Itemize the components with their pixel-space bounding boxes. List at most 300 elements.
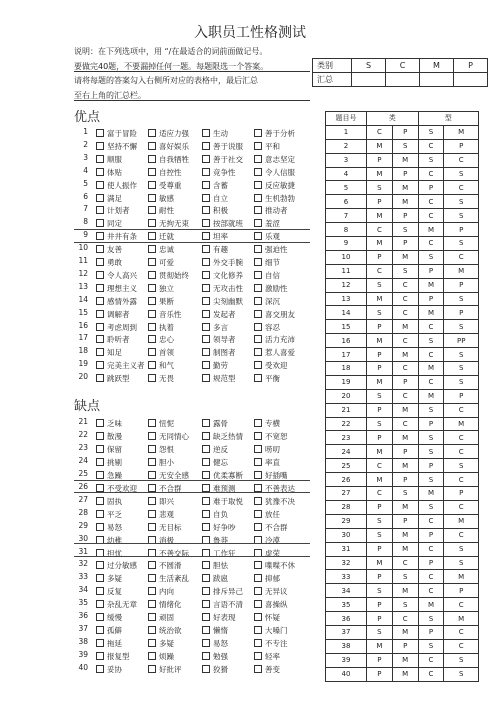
checkbox-icon[interactable] xyxy=(254,297,262,305)
checkbox-icon[interactable] xyxy=(148,284,156,292)
answer-type-cell[interactable]: S xyxy=(418,250,444,264)
option-3[interactable] xyxy=(202,444,228,455)
option-1[interactable] xyxy=(96,154,122,165)
answer-type-cell[interactable]: P xyxy=(367,653,393,667)
option-4[interactable] xyxy=(254,664,280,675)
option-1[interactable] xyxy=(96,444,122,455)
answer-type-cell[interactable]: C xyxy=(444,598,479,612)
option-1[interactable] xyxy=(96,270,137,281)
answer-type-cell[interactable]: C xyxy=(392,362,418,376)
option-2[interactable] xyxy=(148,296,174,307)
checkbox-icon[interactable] xyxy=(254,445,262,453)
checkbox-icon[interactable] xyxy=(254,523,262,531)
checkbox-icon[interactable] xyxy=(202,374,210,382)
checkbox-icon[interactable] xyxy=(148,432,156,440)
answer-type-cell[interactable]: P xyxy=(418,417,444,431)
option-3[interactable] xyxy=(202,296,243,307)
option-3[interactable] xyxy=(202,664,228,675)
answer-type-cell[interactable]: M xyxy=(418,389,444,403)
checkbox-icon[interactable] xyxy=(202,574,210,582)
checkbox-icon[interactable] xyxy=(202,310,210,318)
answer-type-cell[interactable]: P xyxy=(392,167,418,181)
option-4[interactable] xyxy=(254,522,288,533)
option-4[interactable] xyxy=(254,431,288,442)
answer-type-cell[interactable]: S xyxy=(444,195,479,209)
answer-type-cell[interactable]: P xyxy=(367,500,393,514)
answer-type-cell[interactable]: P xyxy=(367,667,393,681)
answer-type-cell[interactable]: M xyxy=(367,334,393,348)
checkbox-icon[interactable] xyxy=(254,310,262,318)
option-1[interactable] xyxy=(96,625,122,636)
summary-cell-p[interactable] xyxy=(454,73,488,87)
checkbox-icon[interactable] xyxy=(148,445,156,453)
option-1[interactable] xyxy=(96,296,137,307)
checkbox-icon[interactable] xyxy=(96,613,104,621)
answer-type-cell[interactable]: M xyxy=(444,417,479,431)
option-2[interactable] xyxy=(148,522,182,533)
answer-type-cell[interactable]: P xyxy=(444,139,479,153)
answer-type-cell[interactable]: S xyxy=(444,667,479,681)
option-1[interactable] xyxy=(96,522,122,533)
option-4[interactable] xyxy=(254,180,295,191)
answer-type-cell[interactable]: P xyxy=(367,431,393,445)
option-3[interactable] xyxy=(202,496,243,507)
answer-type-cell[interactable]: S xyxy=(367,278,393,292)
checkbox-icon[interactable] xyxy=(202,297,210,305)
checkbox-icon[interactable] xyxy=(96,323,104,331)
answer-type-cell[interactable]: S xyxy=(367,181,393,195)
answer-type-cell[interactable]: S xyxy=(418,445,444,459)
answer-type-cell[interactable]: S xyxy=(444,209,479,223)
answer-type-cell[interactable]: S xyxy=(418,431,444,445)
option-4[interactable] xyxy=(254,625,288,636)
checkbox-icon[interactable] xyxy=(254,497,262,505)
answer-type-cell[interactable]: S xyxy=(367,417,393,431)
option-2[interactable] xyxy=(148,141,189,152)
checkbox-icon[interactable] xyxy=(202,168,210,176)
checkbox-icon[interactable] xyxy=(254,181,262,189)
checkbox-icon[interactable] xyxy=(148,419,156,427)
checkbox-icon[interactable] xyxy=(148,639,156,647)
answer-type-cell[interactable]: P xyxy=(444,487,479,501)
checkbox-icon[interactable] xyxy=(96,335,104,343)
option-3[interactable] xyxy=(202,651,228,662)
answer-type-cell[interactable]: M xyxy=(367,209,393,223)
answer-type-cell[interactable]: M xyxy=(392,542,418,556)
option-4[interactable] xyxy=(254,244,288,255)
answer-type-cell[interactable]: S xyxy=(444,375,479,389)
answer-type-cell[interactable]: P xyxy=(444,278,479,292)
answer-type-cell[interactable]: C xyxy=(392,417,418,431)
answer-type-cell[interactable]: M xyxy=(367,139,393,153)
answer-type-cell[interactable]: S xyxy=(392,139,418,153)
answer-type-cell[interactable]: P xyxy=(392,209,418,223)
answer-type-cell[interactable]: PP xyxy=(444,334,479,348)
checkbox-icon[interactable] xyxy=(148,232,156,240)
checkbox-icon[interactable] xyxy=(96,600,104,608)
answer-type-cell[interactable]: P xyxy=(444,389,479,403)
checkbox-icon[interactable] xyxy=(202,458,210,466)
answer-type-cell[interactable]: M xyxy=(392,667,418,681)
option-1[interactable] xyxy=(96,257,122,268)
checkbox-icon[interactable] xyxy=(148,155,156,163)
checkbox-icon[interactable] xyxy=(148,471,156,479)
answer-type-cell[interactable]: C xyxy=(392,278,418,292)
checkbox-icon[interactable] xyxy=(148,626,156,634)
checkbox-icon[interactable] xyxy=(202,484,210,492)
checkbox-icon[interactable] xyxy=(148,587,156,595)
option-2[interactable] xyxy=(148,167,182,178)
checkbox-icon[interactable] xyxy=(148,458,156,466)
checkbox-icon[interactable] xyxy=(202,665,210,673)
option-2[interactable] xyxy=(148,154,189,165)
answer-type-cell[interactable]: C xyxy=(444,403,479,417)
checkbox-icon[interactable] xyxy=(254,561,262,569)
answer-type-cell[interactable]: M xyxy=(367,639,393,653)
answer-type-cell[interactable]: C xyxy=(444,250,479,264)
answer-type-cell[interactable]: P xyxy=(392,375,418,389)
answer-type-cell[interactable]: S xyxy=(444,167,479,181)
answer-type-cell[interactable]: M xyxy=(392,459,418,473)
checkbox-icon[interactable] xyxy=(96,665,104,673)
option-2[interactable] xyxy=(148,180,182,191)
option-3[interactable] xyxy=(202,231,228,242)
answer-type-cell[interactable]: S xyxy=(367,528,393,542)
checkbox-icon[interactable] xyxy=(254,458,262,466)
option-4[interactable] xyxy=(254,496,295,507)
answer-type-cell[interactable]: C xyxy=(444,625,479,639)
option-1[interactable] xyxy=(96,664,122,675)
option-1[interactable] xyxy=(96,418,122,429)
checkbox-icon[interactable] xyxy=(202,587,210,595)
answer-type-cell[interactable]: S xyxy=(418,125,444,139)
checkbox-icon[interactable] xyxy=(148,206,156,214)
answer-type-cell[interactable]: M xyxy=(392,528,418,542)
checkbox-icon[interactable] xyxy=(148,561,156,569)
option-2[interactable] xyxy=(148,334,174,345)
option-4[interactable] xyxy=(254,141,280,152)
answer-type-cell[interactable]: C xyxy=(392,389,418,403)
option-4[interactable] xyxy=(254,193,295,204)
option-1[interactable] xyxy=(96,360,145,371)
answer-type-cell[interactable]: P xyxy=(367,362,393,376)
checkbox-icon[interactable] xyxy=(254,168,262,176)
option-1[interactable] xyxy=(96,496,122,507)
answer-type-cell[interactable]: M xyxy=(392,181,418,195)
answer-type-cell[interactable]: C xyxy=(392,292,418,306)
checkbox-icon[interactable] xyxy=(254,613,262,621)
option-4[interactable] xyxy=(254,334,295,345)
checkbox-icon[interactable] xyxy=(96,129,104,137)
option-3[interactable] xyxy=(202,167,236,178)
option-4[interactable] xyxy=(254,612,280,623)
answer-type-cell[interactable]: P xyxy=(418,292,444,306)
answer-type-cell[interactable]: P xyxy=(367,348,393,362)
answer-type-cell[interactable]: P xyxy=(418,528,444,542)
checkbox-icon[interactable] xyxy=(96,523,104,531)
checkbox-icon[interactable] xyxy=(254,232,262,240)
answer-type-cell[interactable]: C xyxy=(444,445,479,459)
checkbox-icon[interactable] xyxy=(148,323,156,331)
checkbox-icon[interactable] xyxy=(148,335,156,343)
checkbox-icon[interactable] xyxy=(148,510,156,518)
answer-type-cell[interactable]: M xyxy=(392,584,418,598)
option-1[interactable] xyxy=(96,283,137,294)
answer-type-cell[interactable]: M xyxy=(392,625,418,639)
option-4[interactable] xyxy=(254,573,280,584)
checkbox-icon[interactable] xyxy=(148,245,156,253)
option-3[interactable] xyxy=(202,509,228,520)
checkbox-icon[interactable] xyxy=(202,335,210,343)
option-2[interactable] xyxy=(148,586,174,597)
checkbox-icon[interactable] xyxy=(254,432,262,440)
answer-type-cell[interactable]: C xyxy=(367,459,393,473)
option-2[interactable] xyxy=(148,128,189,139)
answer-type-cell[interactable]: S xyxy=(367,625,393,639)
checkbox-icon[interactable] xyxy=(96,181,104,189)
answer-type-cell[interactable]: C xyxy=(418,653,444,667)
option-2[interactable] xyxy=(148,431,189,442)
checkbox-icon[interactable] xyxy=(96,284,104,292)
option-3[interactable] xyxy=(202,218,243,229)
answer-type-cell[interactable]: C xyxy=(418,542,444,556)
option-1[interactable] xyxy=(96,431,122,442)
answer-type-cell[interactable]: M xyxy=(367,556,393,570)
answer-type-cell[interactable]: C xyxy=(418,167,444,181)
answer-type-cell[interactable]: C xyxy=(418,667,444,681)
option-1[interactable] xyxy=(96,509,122,520)
option-1[interactable] xyxy=(96,141,137,152)
checkbox-icon[interactable] xyxy=(96,232,104,240)
answer-type-cell[interactable]: S xyxy=(367,584,393,598)
checkbox-icon[interactable] xyxy=(202,219,210,227)
checkbox-icon[interactable] xyxy=(202,361,210,369)
answer-type-cell[interactable]: C xyxy=(444,500,479,514)
option-3[interactable] xyxy=(202,322,228,333)
answer-type-cell[interactable]: S xyxy=(367,306,393,320)
option-1[interactable] xyxy=(96,167,122,178)
checkbox-icon[interactable] xyxy=(148,271,156,279)
answer-type-cell[interactable]: C xyxy=(418,237,444,251)
checkbox-icon[interactable] xyxy=(202,419,210,427)
checkbox-icon[interactable] xyxy=(148,361,156,369)
checkbox-icon[interactable] xyxy=(96,310,104,318)
answer-type-cell[interactable]: S xyxy=(367,389,393,403)
checkbox-icon[interactable] xyxy=(202,626,210,634)
option-4[interactable] xyxy=(254,599,288,610)
option-2[interactable] xyxy=(148,612,174,623)
option-3[interactable] xyxy=(202,154,243,165)
answer-type-cell[interactable]: C xyxy=(444,639,479,653)
checkbox-icon[interactable] xyxy=(96,219,104,227)
checkbox-icon[interactable] xyxy=(254,574,262,582)
answer-type-cell[interactable]: M xyxy=(367,292,393,306)
option-1[interactable] xyxy=(96,373,130,384)
checkbox-icon[interactable] xyxy=(202,561,210,569)
checkbox-icon[interactable] xyxy=(254,510,262,518)
checkbox-icon[interactable] xyxy=(96,374,104,382)
checkbox-icon[interactable] xyxy=(202,348,210,356)
checkbox-icon[interactable] xyxy=(254,626,262,634)
option-4[interactable] xyxy=(254,418,280,429)
checkbox-icon[interactable] xyxy=(202,142,210,150)
answer-type-cell[interactable]: M xyxy=(367,375,393,389)
answer-type-cell[interactable]: C xyxy=(444,181,479,195)
option-1[interactable] xyxy=(96,193,122,204)
answer-type-cell[interactable]: S xyxy=(418,403,444,417)
option-3[interactable] xyxy=(202,560,228,571)
option-2[interactable] xyxy=(148,444,174,455)
checkbox-icon[interactable] xyxy=(254,271,262,279)
checkbox-icon[interactable] xyxy=(96,348,104,356)
answer-type-cell[interactable]: P xyxy=(444,584,479,598)
checkbox-icon[interactable] xyxy=(254,665,262,673)
option-4[interactable] xyxy=(254,373,280,384)
option-3[interactable] xyxy=(202,244,228,255)
option-1[interactable] xyxy=(96,334,130,345)
option-4[interactable] xyxy=(254,257,280,268)
checkbox-icon[interactable] xyxy=(96,626,104,634)
option-3[interactable] xyxy=(202,128,228,139)
option-4[interactable] xyxy=(254,457,280,468)
answer-type-cell[interactable]: C xyxy=(444,528,479,542)
option-2[interactable] xyxy=(148,283,174,294)
summary-cell-s[interactable] xyxy=(352,73,386,87)
answer-type-cell[interactable]: M xyxy=(444,514,479,528)
option-2[interactable] xyxy=(148,573,189,584)
checkbox-icon[interactable] xyxy=(148,297,156,305)
answer-type-cell[interactable]: S xyxy=(392,598,418,612)
checkbox-icon[interactable] xyxy=(96,155,104,163)
answer-type-cell[interactable]: P xyxy=(367,195,393,209)
option-2[interactable] xyxy=(148,193,174,204)
option-3[interactable] xyxy=(202,418,228,429)
option-3[interactable] xyxy=(202,257,243,268)
checkbox-icon[interactable] xyxy=(202,600,210,608)
option-3[interactable] xyxy=(202,180,228,191)
checkbox-icon[interactable] xyxy=(254,129,262,137)
answer-type-cell[interactable]: S xyxy=(418,153,444,167)
checkbox-icon[interactable] xyxy=(202,245,210,253)
option-3[interactable] xyxy=(202,599,243,610)
answer-type-cell[interactable]: M xyxy=(367,473,393,487)
option-3[interactable] xyxy=(202,141,243,152)
option-4[interactable] xyxy=(254,509,280,520)
answer-type-cell[interactable]: P xyxy=(418,625,444,639)
option-3[interactable] xyxy=(202,522,236,533)
answer-type-cell[interactable]: P xyxy=(367,612,393,626)
option-1[interactable] xyxy=(96,218,122,229)
option-4[interactable] xyxy=(254,205,288,216)
answer-type-cell[interactable]: P xyxy=(418,181,444,195)
answer-type-cell[interactable]: P xyxy=(418,459,444,473)
answer-type-cell[interactable]: P xyxy=(367,570,393,584)
option-2[interactable] xyxy=(148,347,174,358)
answer-type-cell[interactable]: P xyxy=(367,153,393,167)
answer-type-cell[interactable]: S xyxy=(444,292,479,306)
answer-type-cell[interactable]: S xyxy=(444,653,479,667)
checkbox-icon[interactable] xyxy=(254,258,262,266)
option-2[interactable] xyxy=(148,496,174,507)
answer-type-cell[interactable]: P xyxy=(418,556,444,570)
checkbox-icon[interactable] xyxy=(202,445,210,453)
checkbox-icon[interactable] xyxy=(254,652,262,660)
answer-type-cell[interactable]: C xyxy=(367,223,393,237)
answer-type-cell[interactable]: C xyxy=(418,514,444,528)
option-3[interactable] xyxy=(202,205,228,216)
option-3[interactable] xyxy=(202,638,228,649)
answer-type-cell[interactable]: M xyxy=(444,264,479,278)
answer-type-cell[interactable]: M xyxy=(392,250,418,264)
option-2[interactable] xyxy=(148,651,174,662)
checkbox-icon[interactable] xyxy=(148,142,156,150)
checkbox-icon[interactable] xyxy=(148,574,156,582)
answer-type-cell[interactable]: C xyxy=(418,584,444,598)
answer-type-cell[interactable]: P xyxy=(367,403,393,417)
answer-type-cell[interactable]: S xyxy=(392,487,418,501)
checkbox-icon[interactable] xyxy=(148,484,156,492)
checkbox-icon[interactable] xyxy=(96,194,104,202)
answer-type-cell[interactable]: M xyxy=(392,500,418,514)
option-3[interactable] xyxy=(202,612,236,623)
option-4[interactable] xyxy=(254,586,288,597)
option-2[interactable] xyxy=(148,599,182,610)
checkbox-icon[interactable] xyxy=(96,471,104,479)
answer-type-cell[interactable]: S xyxy=(444,459,479,473)
option-2[interactable] xyxy=(148,360,174,371)
checkbox-icon[interactable] xyxy=(254,219,262,227)
answer-type-cell[interactable]: P xyxy=(392,445,418,459)
answer-type-cell[interactable]: S xyxy=(392,570,418,584)
checkbox-icon[interactable] xyxy=(254,374,262,382)
option-3[interactable] xyxy=(202,309,236,320)
answer-type-cell[interactable]: S xyxy=(418,334,444,348)
checkbox-icon[interactable] xyxy=(254,639,262,647)
answer-type-cell[interactable]: S xyxy=(444,348,479,362)
option-4[interactable] xyxy=(254,444,280,455)
checkbox-icon[interactable] xyxy=(148,219,156,227)
answer-type-cell[interactable]: C xyxy=(392,556,418,570)
answer-type-cell[interactable]: M xyxy=(418,362,444,376)
checkbox-icon[interactable] xyxy=(148,181,156,189)
option-2[interactable] xyxy=(148,231,174,242)
checkbox-icon[interactable] xyxy=(202,206,210,214)
checkbox-icon[interactable] xyxy=(96,419,104,427)
option-1[interactable] xyxy=(96,231,137,242)
option-1[interactable] xyxy=(96,180,137,191)
checkbox-icon[interactable] xyxy=(202,155,210,163)
checkbox-icon[interactable] xyxy=(202,181,210,189)
answer-type-cell[interactable]: M xyxy=(392,403,418,417)
option-4[interactable] xyxy=(254,167,295,178)
checkbox-icon[interactable] xyxy=(202,232,210,240)
answer-type-cell[interactable]: M xyxy=(418,598,444,612)
checkbox-icon[interactable] xyxy=(96,484,104,492)
checkbox-icon[interactable] xyxy=(254,348,262,356)
answer-type-cell[interactable]: S xyxy=(418,612,444,626)
checkbox-icon[interactable] xyxy=(96,245,104,253)
answer-type-cell[interactable]: M xyxy=(367,167,393,181)
answer-type-cell[interactable]: S xyxy=(418,639,444,653)
option-3[interactable] xyxy=(202,193,228,204)
option-2[interactable] xyxy=(148,205,174,216)
option-3[interactable] xyxy=(202,334,236,345)
option-1[interactable] xyxy=(96,309,130,320)
answer-type-cell[interactable]: M xyxy=(444,570,479,584)
checkbox-icon[interactable] xyxy=(148,258,156,266)
answer-type-cell[interactable]: P xyxy=(367,320,393,334)
answer-type-cell[interactable]: M xyxy=(418,278,444,292)
